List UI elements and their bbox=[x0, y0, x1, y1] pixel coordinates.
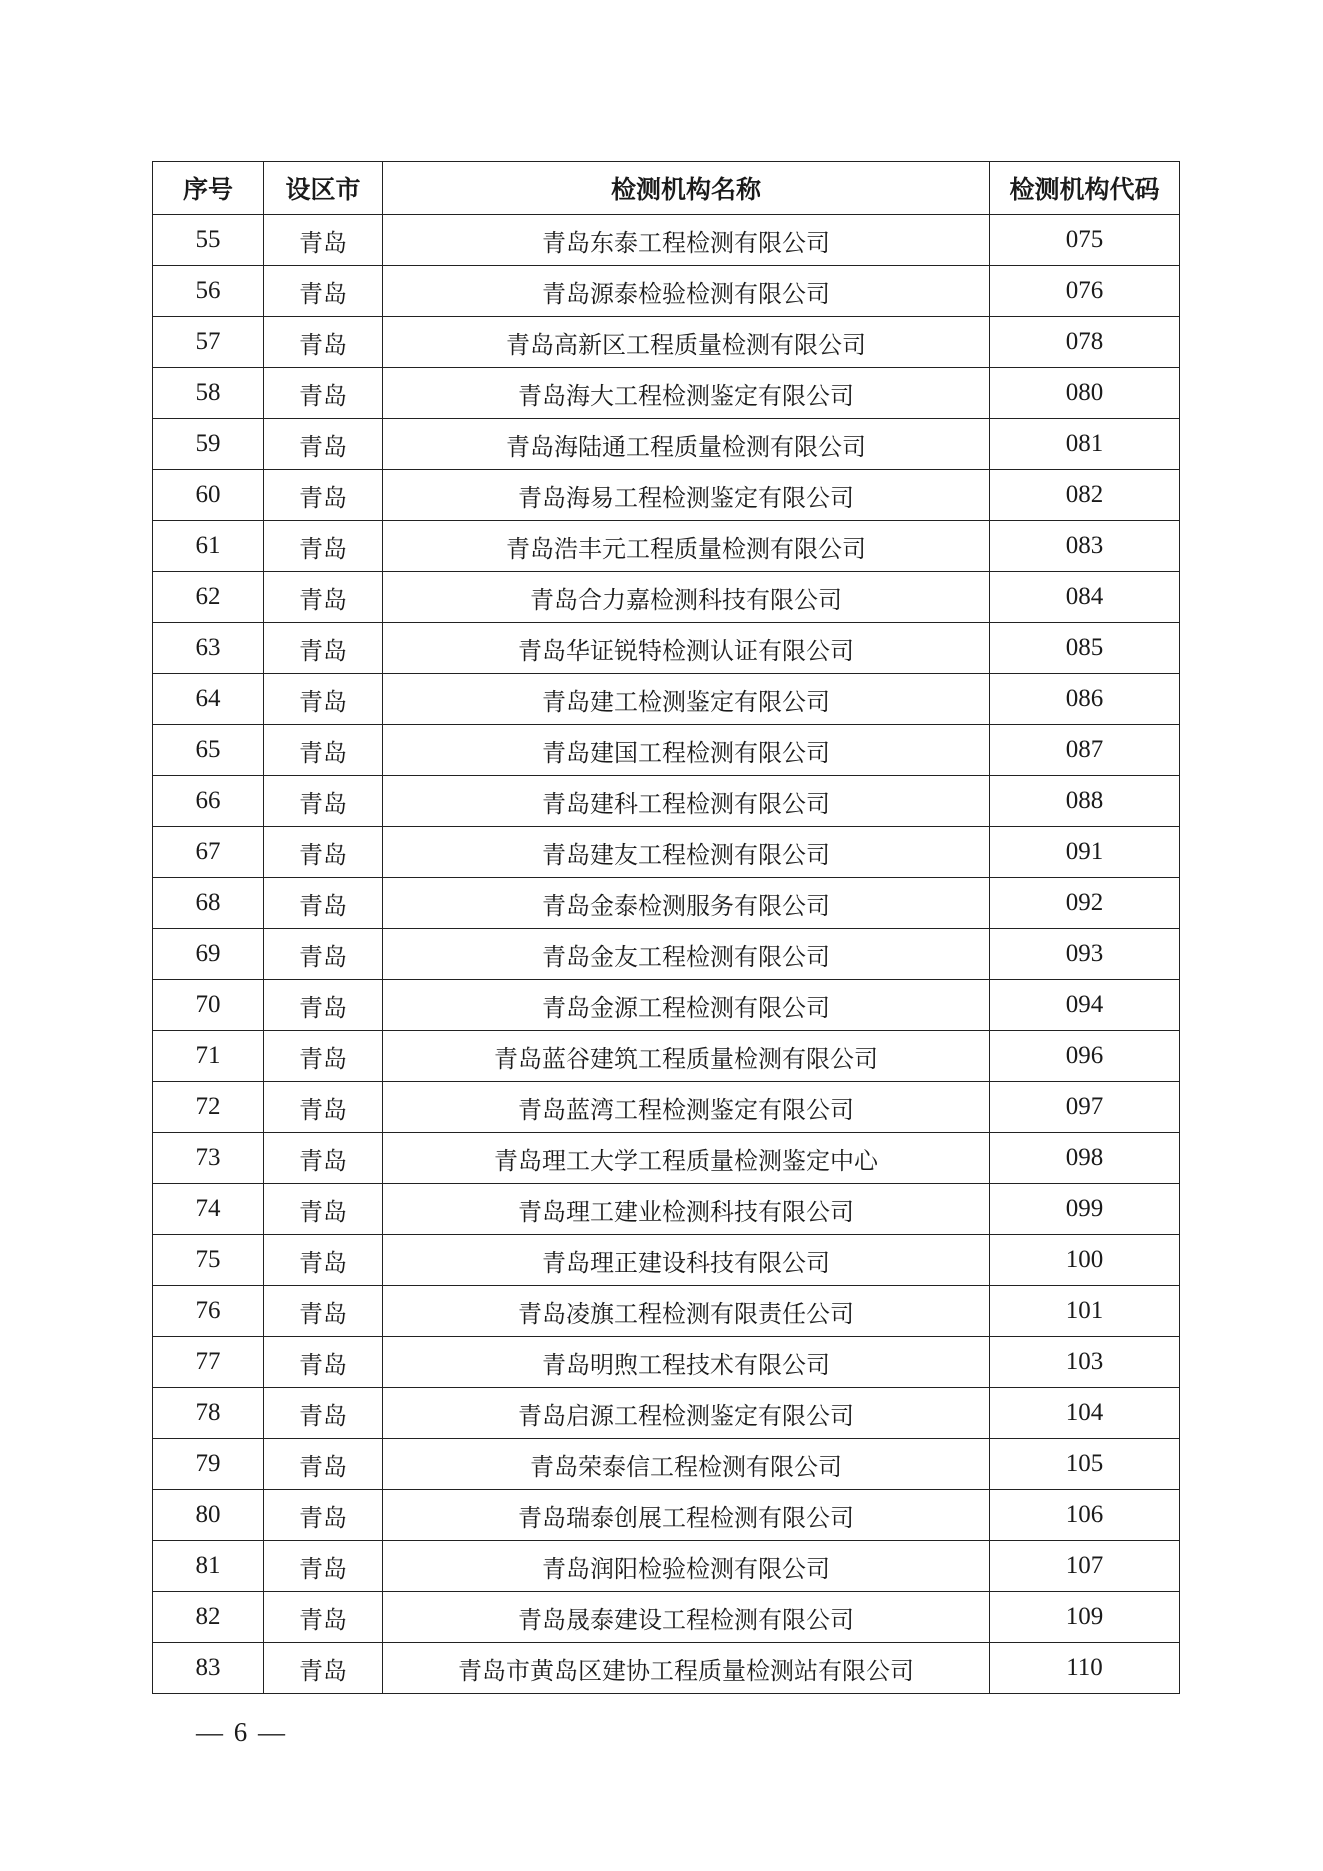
cell-seq: 59 bbox=[153, 419, 264, 470]
cell-seq: 60 bbox=[153, 470, 264, 521]
cell-institution-name: 青岛高新区工程质量检测有限公司 bbox=[383, 317, 990, 368]
cell-institution-name: 青岛凌旗工程检测有限责任公司 bbox=[383, 1286, 990, 1337]
table-row bbox=[153, 368, 1180, 419]
cell-institution-name: 青岛建友工程检测有限公司 bbox=[383, 827, 990, 878]
table-row bbox=[153, 980, 1180, 1031]
cell-city: 青岛 bbox=[264, 1388, 383, 1439]
cell-city: 青岛 bbox=[264, 1541, 383, 1592]
table-row bbox=[153, 1439, 1180, 1490]
cell-institution-name: 青岛市黄岛区建协工程质量检测站有限公司 bbox=[383, 1643, 990, 1694]
cell-institution-name: 青岛金源工程检测有限公司 bbox=[383, 980, 990, 1031]
header-institution-code: 检测机构代码 bbox=[990, 162, 1180, 215]
cell-seq: 57 bbox=[153, 317, 264, 368]
cell-institution-code: 088 bbox=[990, 776, 1180, 827]
table-row bbox=[153, 419, 1180, 470]
cell-institution-name: 青岛建国工程检测有限公司 bbox=[383, 725, 990, 776]
cell-institution-code: 094 bbox=[990, 980, 1180, 1031]
cell-institution-code: 103 bbox=[990, 1337, 1180, 1388]
header-city: 设区市 bbox=[264, 162, 383, 215]
cell-institution-code: 104 bbox=[990, 1388, 1180, 1439]
cell-institution-name: 青岛海易工程检测鉴定有限公司 bbox=[383, 470, 990, 521]
cell-institution-name: 青岛瑞泰创展工程检测有限公司 bbox=[383, 1490, 990, 1541]
cell-institution-name: 青岛东泰工程检测有限公司 bbox=[383, 215, 990, 266]
cell-institution-code: 086 bbox=[990, 674, 1180, 725]
cell-institution-name: 青岛晟泰建设工程检测有限公司 bbox=[383, 1592, 990, 1643]
cell-institution-code: 097 bbox=[990, 1082, 1180, 1133]
table-row bbox=[153, 1337, 1180, 1388]
cell-seq: 71 bbox=[153, 1031, 264, 1082]
cell-seq: 66 bbox=[153, 776, 264, 827]
table-row bbox=[153, 1184, 1180, 1235]
cell-institution-code: 110 bbox=[990, 1643, 1180, 1694]
cell-seq: 73 bbox=[153, 1133, 264, 1184]
cell-seq: 63 bbox=[153, 623, 264, 674]
cell-institution-code: 107 bbox=[990, 1541, 1180, 1592]
page-number: — 6 — bbox=[196, 1717, 287, 1747]
cell-seq: 72 bbox=[153, 1082, 264, 1133]
cell-institution-code: 101 bbox=[990, 1286, 1180, 1337]
cell-city: 青岛 bbox=[264, 1490, 383, 1541]
cell-seq: 55 bbox=[153, 215, 264, 266]
cell-city: 青岛 bbox=[264, 1235, 383, 1286]
cell-city: 青岛 bbox=[264, 419, 383, 470]
cell-seq: 65 bbox=[153, 725, 264, 776]
cell-city: 青岛 bbox=[264, 1643, 383, 1694]
header-institution-name: 检测机构名称 bbox=[383, 162, 990, 215]
cell-institution-name: 青岛金泰检测服务有限公司 bbox=[383, 878, 990, 929]
table-row bbox=[153, 572, 1180, 623]
table-body bbox=[153, 215, 1180, 1694]
cell-city: 青岛 bbox=[264, 521, 383, 572]
cell-institution-name: 青岛海陆通工程质量检测有限公司 bbox=[383, 419, 990, 470]
cell-institution-code: 096 bbox=[990, 1031, 1180, 1082]
cell-institution-name: 青岛理工建业检测科技有限公司 bbox=[383, 1184, 990, 1235]
cell-institution-code: 082 bbox=[990, 470, 1180, 521]
cell-seq: 77 bbox=[153, 1337, 264, 1388]
cell-institution-name: 青岛建工检测鉴定有限公司 bbox=[383, 674, 990, 725]
table-row bbox=[153, 1133, 1180, 1184]
cell-city: 青岛 bbox=[264, 827, 383, 878]
cell-institution-name: 青岛启源工程检测鉴定有限公司 bbox=[383, 1388, 990, 1439]
cell-institution-code: 076 bbox=[990, 266, 1180, 317]
cell-seq: 70 bbox=[153, 980, 264, 1031]
cell-seq: 79 bbox=[153, 1439, 264, 1490]
cell-city: 青岛 bbox=[264, 980, 383, 1031]
table-row bbox=[153, 929, 1180, 980]
cell-city: 青岛 bbox=[264, 776, 383, 827]
table-row bbox=[153, 1592, 1180, 1643]
cell-city: 青岛 bbox=[264, 1082, 383, 1133]
table-row bbox=[153, 878, 1180, 929]
table-row bbox=[153, 317, 1180, 368]
cell-city: 青岛 bbox=[264, 1286, 383, 1337]
table-row bbox=[153, 674, 1180, 725]
cell-institution-name: 青岛华证锐特检测认证有限公司 bbox=[383, 623, 990, 674]
cell-institution-code: 106 bbox=[990, 1490, 1180, 1541]
cell-institution-code: 087 bbox=[990, 725, 1180, 776]
cell-seq: 80 bbox=[153, 1490, 264, 1541]
cell-seq: 68 bbox=[153, 878, 264, 929]
cell-city: 青岛 bbox=[264, 317, 383, 368]
cell-institution-code: 084 bbox=[990, 572, 1180, 623]
cell-institution-name: 青岛理正建设科技有限公司 bbox=[383, 1235, 990, 1286]
table-row bbox=[153, 215, 1180, 266]
cell-seq: 81 bbox=[153, 1541, 264, 1592]
cell-city: 青岛 bbox=[264, 1184, 383, 1235]
cell-institution-code: 109 bbox=[990, 1592, 1180, 1643]
cell-city: 青岛 bbox=[264, 725, 383, 776]
table-row bbox=[153, 1490, 1180, 1541]
cell-institution-code: 075 bbox=[990, 215, 1180, 266]
table-row bbox=[153, 1541, 1180, 1592]
cell-institution-name: 青岛理工大学工程质量检测鉴定中心 bbox=[383, 1133, 990, 1184]
cell-seq: 61 bbox=[153, 521, 264, 572]
cell-institution-code: 098 bbox=[990, 1133, 1180, 1184]
cell-institution-name: 青岛蓝谷建筑工程质量检测有限公司 bbox=[383, 1031, 990, 1082]
cell-city: 青岛 bbox=[264, 623, 383, 674]
cell-institution-name: 青岛明煦工程技术有限公司 bbox=[383, 1337, 990, 1388]
cell-seq: 76 bbox=[153, 1286, 264, 1337]
cell-institution-code: 105 bbox=[990, 1439, 1180, 1490]
table-row bbox=[153, 725, 1180, 776]
cell-city: 青岛 bbox=[264, 1133, 383, 1184]
table-row bbox=[153, 776, 1180, 827]
table-row bbox=[153, 623, 1180, 674]
cell-institution-code: 100 bbox=[990, 1235, 1180, 1286]
institution-table bbox=[152, 161, 1180, 1694]
cell-city: 青岛 bbox=[264, 878, 383, 929]
table-row bbox=[153, 521, 1180, 572]
cell-institution-name: 青岛蓝湾工程检测鉴定有限公司 bbox=[383, 1082, 990, 1133]
table-row bbox=[153, 1388, 1180, 1439]
cell-seq: 82 bbox=[153, 1592, 264, 1643]
cell-city: 青岛 bbox=[264, 929, 383, 980]
cell-city: 青岛 bbox=[264, 266, 383, 317]
cell-seq: 75 bbox=[153, 1235, 264, 1286]
cell-seq: 74 bbox=[153, 1184, 264, 1235]
cell-institution-code: 085 bbox=[990, 623, 1180, 674]
cell-city: 青岛 bbox=[264, 674, 383, 725]
cell-city: 青岛 bbox=[264, 368, 383, 419]
cell-seq: 83 bbox=[153, 1643, 264, 1694]
table-row bbox=[153, 1235, 1180, 1286]
table-row bbox=[153, 1286, 1180, 1337]
cell-city: 青岛 bbox=[264, 215, 383, 266]
table-header-row bbox=[153, 162, 1180, 215]
cell-city: 青岛 bbox=[264, 572, 383, 623]
table-row bbox=[153, 1643, 1180, 1694]
cell-seq: 62 bbox=[153, 572, 264, 623]
table-row bbox=[153, 1082, 1180, 1133]
header-seq: 序号 bbox=[153, 162, 264, 215]
cell-institution-name: 青岛源泰检验检测有限公司 bbox=[383, 266, 990, 317]
cell-seq: 69 bbox=[153, 929, 264, 980]
cell-city: 青岛 bbox=[264, 1031, 383, 1082]
cell-seq: 78 bbox=[153, 1388, 264, 1439]
cell-institution-code: 093 bbox=[990, 929, 1180, 980]
cell-city: 青岛 bbox=[264, 1337, 383, 1388]
cell-institution-code: 083 bbox=[990, 521, 1180, 572]
cell-institution-name: 青岛海大工程检测鉴定有限公司 bbox=[383, 368, 990, 419]
cell-institution-code: 099 bbox=[990, 1184, 1180, 1235]
cell-institution-name: 青岛建科工程检测有限公司 bbox=[383, 776, 990, 827]
cell-institution-code: 080 bbox=[990, 368, 1180, 419]
cell-seq: 56 bbox=[153, 266, 264, 317]
cell-institution-name: 青岛合力嘉检测科技有限公司 bbox=[383, 572, 990, 623]
cell-seq: 58 bbox=[153, 368, 264, 419]
cell-institution-code: 091 bbox=[990, 827, 1180, 878]
cell-institution-name: 青岛金友工程检测有限公司 bbox=[383, 929, 990, 980]
cell-city: 青岛 bbox=[264, 470, 383, 521]
table-row bbox=[153, 470, 1180, 521]
table-row bbox=[153, 266, 1180, 317]
cell-institution-code: 092 bbox=[990, 878, 1180, 929]
cell-seq: 64 bbox=[153, 674, 264, 725]
cell-institution-name: 青岛浩丰元工程质量检测有限公司 bbox=[383, 521, 990, 572]
cell-seq: 67 bbox=[153, 827, 264, 878]
cell-institution-name: 青岛润阳检验检测有限公司 bbox=[383, 1541, 990, 1592]
cell-institution-code: 078 bbox=[990, 317, 1180, 368]
cell-city: 青岛 bbox=[264, 1439, 383, 1490]
cell-city: 青岛 bbox=[264, 1592, 383, 1643]
cell-institution-name: 青岛荣泰信工程检测有限公司 bbox=[383, 1439, 990, 1490]
cell-institution-code: 081 bbox=[990, 419, 1180, 470]
table-row bbox=[153, 1031, 1180, 1082]
table-row bbox=[153, 827, 1180, 878]
